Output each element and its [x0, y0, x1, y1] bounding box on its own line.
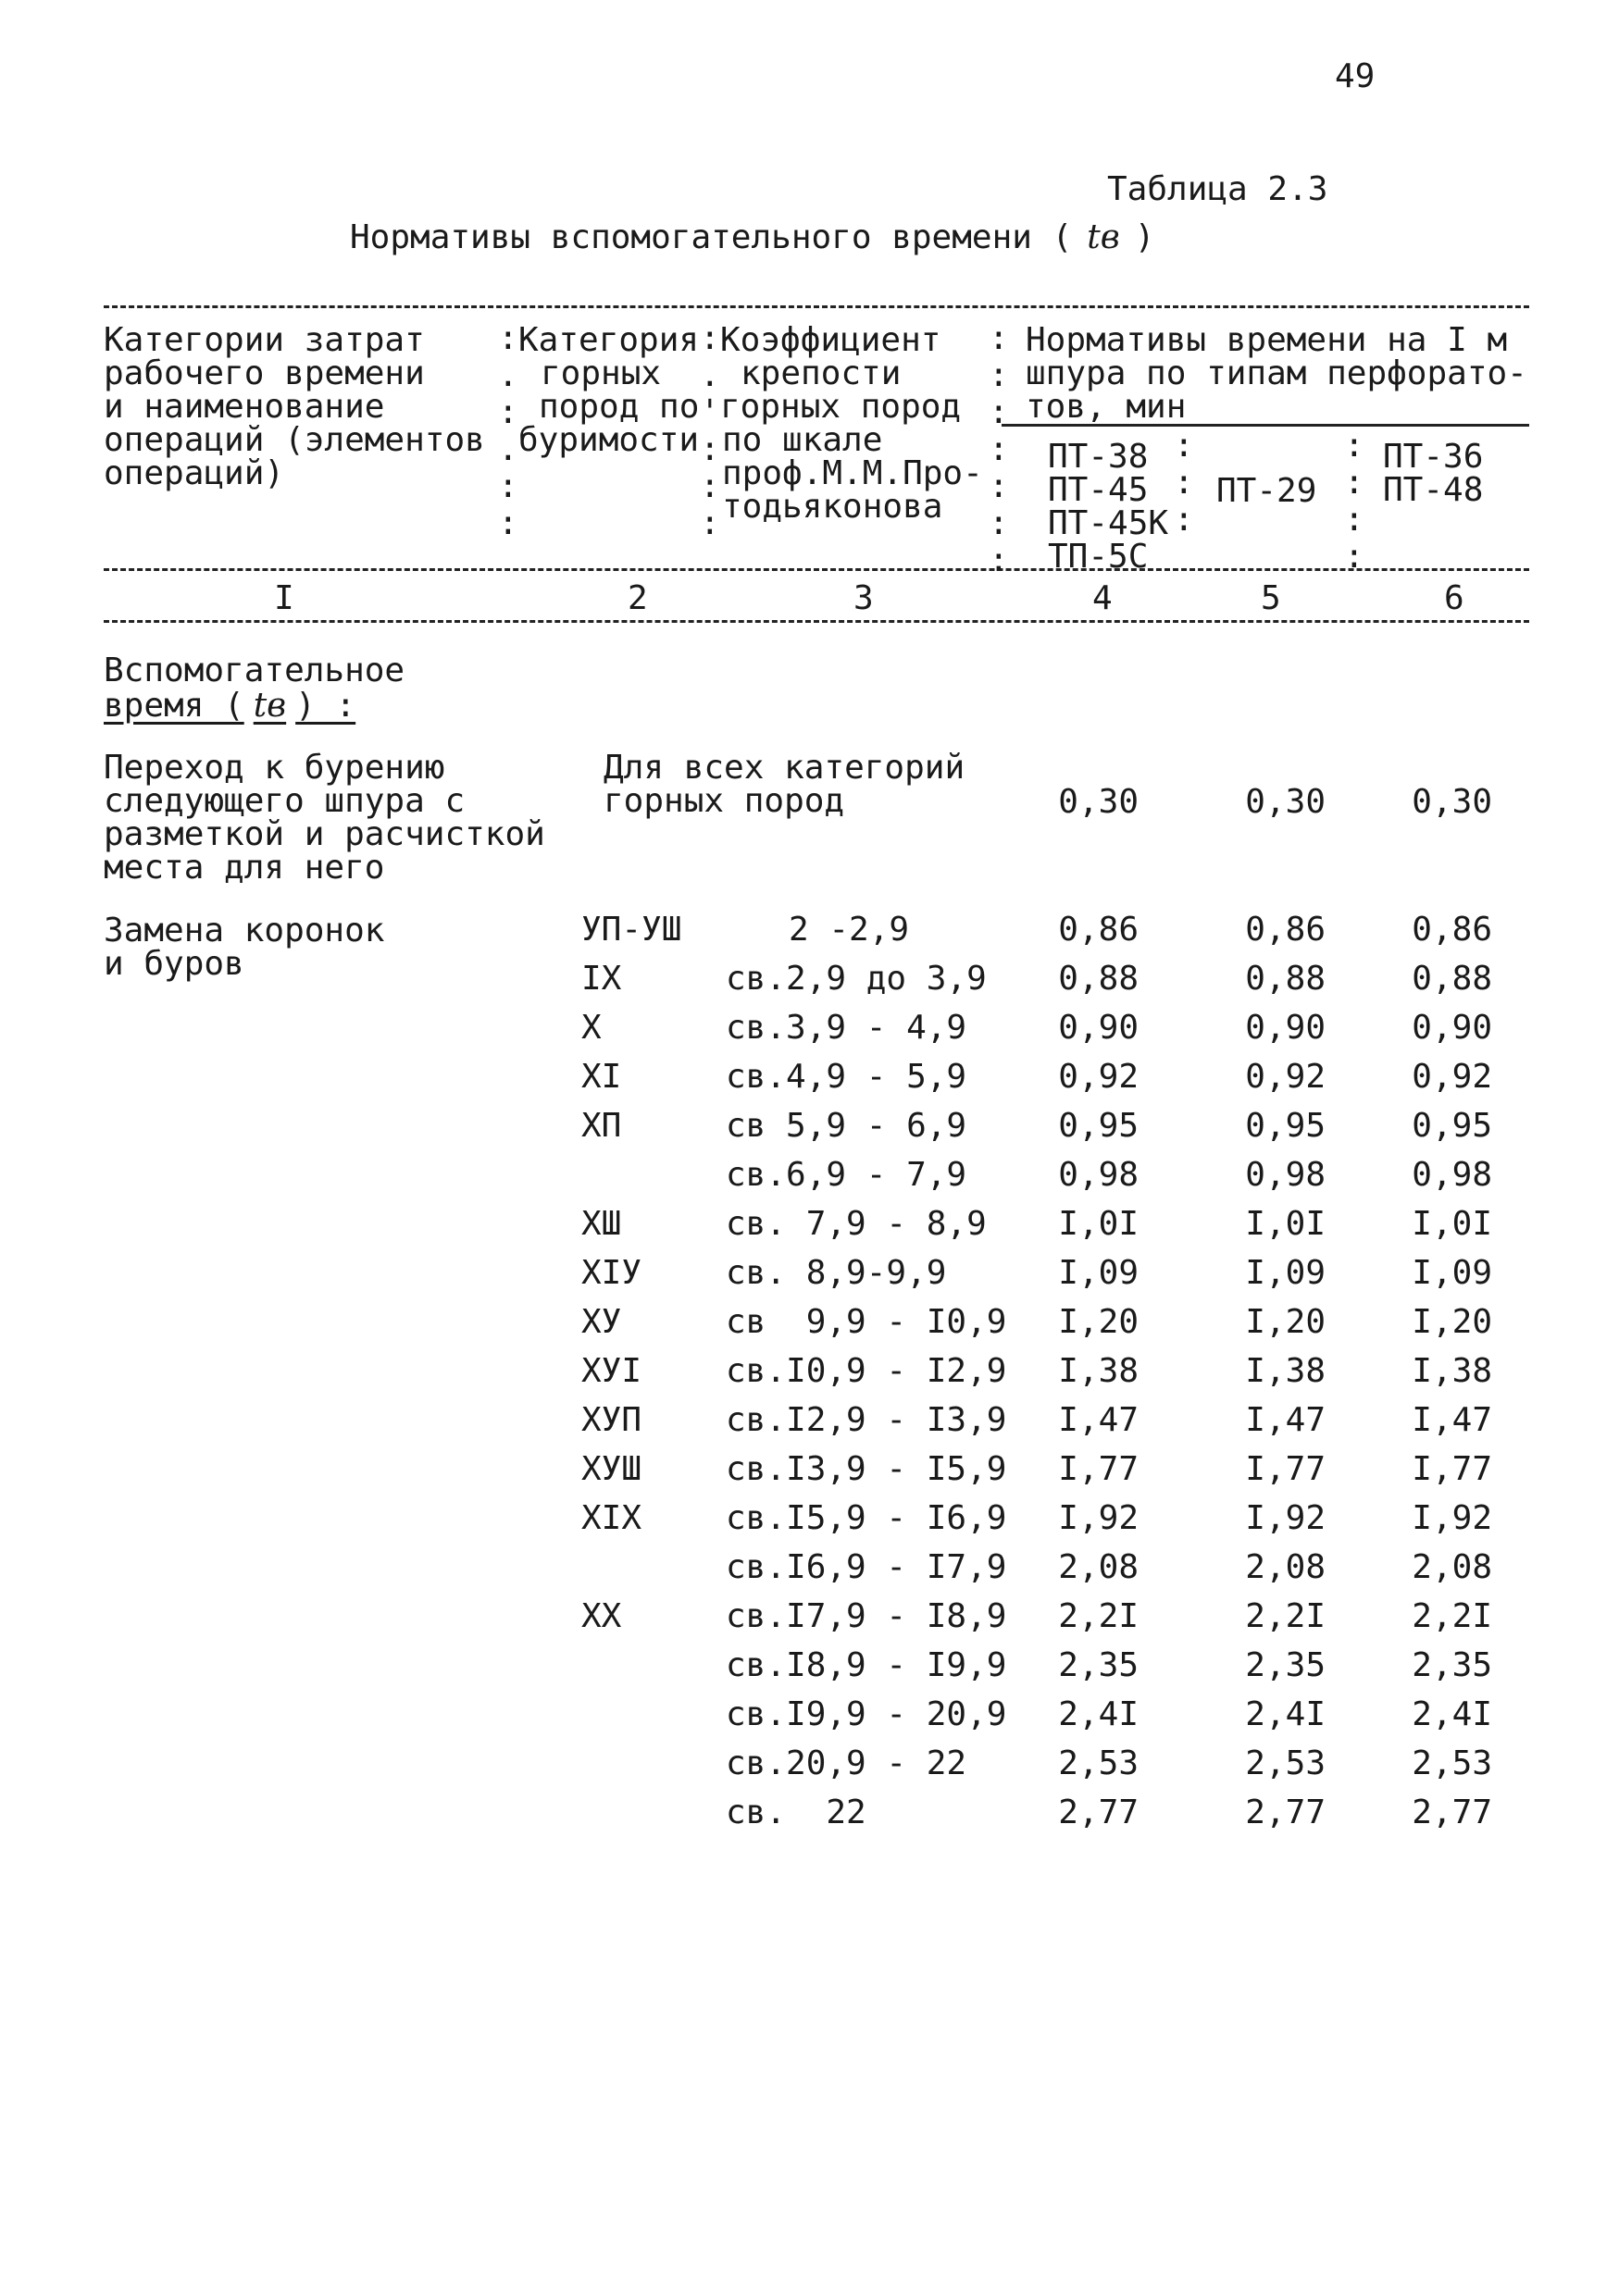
op1-name-line: места для него: [104, 849, 385, 887]
header-col3-line: тодьяконова: [722, 488, 943, 526]
table-title-close: ): [1134, 218, 1155, 256]
value-col6: I,0I: [1412, 1205, 1492, 1243]
value-col6: 0,88: [1412, 960, 1492, 998]
hardness-coefficient: св 9,9 - I0,9: [726, 1303, 1007, 1341]
value-col5: I,0I: [1245, 1205, 1326, 1243]
value-col4: I,38: [1058, 1352, 1139, 1390]
hardness-coefficient: св.I2,9 - I3,9: [726, 1401, 1007, 1439]
value-col5: 2,2I: [1245, 1597, 1326, 1635]
header-separators-2: : . ' : : :: [700, 319, 720, 542]
col-number: 3: [853, 579, 874, 617]
op1-category-line: Для всех категорий: [604, 749, 965, 787]
value-col6: 0,98: [1412, 1156, 1492, 1194]
value-col5: 2,77: [1245, 1793, 1326, 1831]
value-col4: 0,98: [1058, 1156, 1139, 1194]
header-col3-line: по шкале: [722, 421, 883, 459]
op1-category-line: горных пород: [604, 782, 845, 820]
rock-category: X: [581, 1009, 602, 1047]
header-col1-line: рабочего времени: [104, 354, 425, 392]
hardness-coefficient: св.4,9 - 5,9: [726, 1058, 967, 1096]
hardness-coefficient: св. 8,9-9,9: [726, 1254, 947, 1292]
header-separators-5: : : : :: [1344, 427, 1364, 576]
value-col6: 0,95: [1412, 1107, 1492, 1145]
header-col5: ПТ-29: [1216, 472, 1317, 510]
value-col5: 0,88: [1245, 960, 1326, 998]
op2-name: [104, 914, 384, 981]
numbers-bottom-rule: [104, 620, 1529, 623]
rock-category: IX: [581, 960, 622, 998]
value-col6: 2,53: [1412, 1744, 1492, 1782]
header-col4-line: ПТ-45: [1048, 471, 1149, 509]
header-col1-line: операций (элементов: [104, 421, 485, 459]
header-col4-line: ТП-5С: [1048, 538, 1149, 576]
header-group-line: Нормативы времени на I м: [1026, 321, 1508, 359]
rock-category: ХШ: [581, 1205, 622, 1243]
value-col6: 0,86: [1412, 911, 1492, 949]
value-col4: 0,92: [1058, 1058, 1139, 1096]
value-col4: 2,77: [1058, 1793, 1139, 1831]
rock-category: ХIУ: [581, 1254, 642, 1292]
value-col5: I,77: [1245, 1450, 1326, 1488]
value-col6: 2,35: [1412, 1646, 1492, 1684]
value-col4: 0,86: [1058, 911, 1139, 949]
header-separators: : . : . : :: [498, 319, 518, 542]
op1-value-col4: 0,30: [1058, 783, 1139, 821]
header-col6-line: ПТ-48: [1383, 471, 1484, 509]
op1-name: [104, 751, 545, 885]
value-col6: I,09: [1412, 1254, 1492, 1292]
op1-value-col6: 0,30: [1412, 783, 1492, 821]
header-col1: [104, 321, 485, 492]
hardness-coefficient: св.I6,9 - I7,9: [726, 1548, 1007, 1586]
value-col6: I,38: [1412, 1352, 1492, 1390]
op1-name-line: следующего шпура с: [104, 782, 466, 820]
header-col3-line: проф.М.М.Про-: [722, 454, 983, 492]
value-col6: I,20: [1412, 1303, 1492, 1341]
op1-value-col5: 0,30: [1245, 783, 1326, 821]
header-col3-line: Коэффициент: [720, 321, 941, 359]
value-col5: 0,98: [1245, 1156, 1326, 1194]
value-col4: 0,95: [1058, 1107, 1139, 1145]
value-col4: 0,88: [1058, 960, 1139, 998]
header-col3: [720, 321, 983, 526]
value-col5: 0,92: [1245, 1058, 1326, 1096]
value-col4: I,92: [1058, 1499, 1139, 1537]
section-title-line2: [104, 689, 405, 724]
col-number: 6: [1444, 579, 1464, 617]
col-number: 5: [1261, 579, 1281, 617]
value-col5: I,09: [1245, 1254, 1326, 1292]
hardness-coefficient: св.I5,9 - I6,9: [726, 1499, 1007, 1537]
section-title: [104, 653, 405, 724]
table-title-text: Нормативы вспомогательного времени (: [350, 218, 1073, 256]
value-col5: I,92: [1245, 1499, 1326, 1537]
value-col6: I,77: [1412, 1450, 1492, 1488]
header-top-rule: [104, 305, 1529, 308]
page-number: 49: [1335, 57, 1376, 95]
op1-name-line: Переход к бурению: [104, 749, 445, 787]
header-col2-line: буримости: [518, 421, 700, 459]
hardness-coefficient: св.2,9 до 3,9: [726, 960, 987, 998]
value-col4: 2,4I: [1058, 1695, 1139, 1733]
value-col6: 2,2I: [1412, 1597, 1492, 1635]
rock-category: ХУ: [581, 1303, 622, 1341]
header-col6-line: ПТ-36: [1383, 438, 1484, 476]
time-symbol: tв: [253, 687, 287, 725]
rock-category: ХУП: [581, 1401, 642, 1439]
header-col1-line: операций): [104, 454, 285, 492]
section-title-text: время (: [104, 687, 244, 725]
rock-category: XX: [581, 1597, 622, 1635]
header-separators-3: : : : : : : :: [989, 319, 1009, 579]
value-col5: 2,4I: [1245, 1695, 1326, 1733]
col-number: 2: [628, 579, 648, 617]
table-title: [350, 220, 1154, 255]
value-col6: I,47: [1412, 1401, 1492, 1439]
hardness-coefficient: 2 -2,9: [789, 911, 910, 949]
value-col4: 0,90: [1058, 1009, 1139, 1047]
header-group-line: тов, мин: [1026, 388, 1187, 426]
value-col6: I,92: [1412, 1499, 1492, 1537]
col-number: I: [274, 579, 294, 617]
value-col5: 2,35: [1245, 1646, 1326, 1684]
hardness-coefficient: св. 7,9 - 8,9: [726, 1205, 987, 1243]
value-col5: 0,90: [1245, 1009, 1326, 1047]
value-col5: I,47: [1245, 1401, 1326, 1439]
header-col3-line: крепости: [741, 354, 902, 392]
header-col4-line: ПТ-45К: [1048, 504, 1169, 542]
value-col5: I,20: [1245, 1303, 1326, 1341]
header-col2-line: пород по: [539, 388, 700, 426]
header-col1-line: Категории затрат: [104, 321, 425, 359]
header-col3-line: горных пород: [720, 388, 962, 426]
value-col4: 2,53: [1058, 1744, 1139, 1782]
rock-category: ХУШ: [581, 1450, 642, 1488]
value-col6: 2,4I: [1412, 1695, 1492, 1733]
value-col4: I,0I: [1058, 1205, 1139, 1243]
hardness-coefficient: св.3,9 - 4,9: [726, 1009, 967, 1047]
header-col1-line: и наименование: [104, 388, 385, 426]
value-col6: 2,08: [1412, 1548, 1492, 1586]
rock-category: XI: [581, 1058, 622, 1096]
col-number: 4: [1092, 579, 1113, 617]
header-separators-4: : : :: [1174, 427, 1194, 539]
hardness-coefficient: св.6,9 - 7,9: [726, 1156, 967, 1194]
hardness-coefficient: св.20,9 - 22: [726, 1744, 967, 1782]
value-col4: 2,35: [1058, 1646, 1139, 1684]
value-col4: I,77: [1058, 1450, 1139, 1488]
value-col4: 2,2I: [1058, 1597, 1139, 1635]
value-col4: I,47: [1058, 1401, 1139, 1439]
op2-name-line: Замена коронок: [104, 912, 385, 949]
value-col5: I,38: [1245, 1352, 1326, 1390]
value-col5: 0,95: [1245, 1107, 1326, 1145]
time-symbol: tв: [1087, 218, 1120, 256]
value-col4: I,09: [1058, 1254, 1139, 1292]
value-col6: 0,92: [1412, 1058, 1492, 1096]
rock-category: ХУI: [581, 1352, 642, 1390]
header-col2: [518, 321, 700, 459]
hardness-coefficient: св.I3,9 - I5,9: [726, 1450, 1007, 1488]
header-col4: [1048, 438, 1169, 576]
op1-name-line: разметкой и расчисткой: [104, 815, 545, 853]
value-col6: 2,77: [1412, 1793, 1492, 1831]
table-label: Таблица 2.3: [1107, 170, 1328, 208]
rock-category: УП-УШ: [581, 911, 682, 949]
hardness-coefficient: св.I8,9 - I9,9: [726, 1646, 1007, 1684]
header-group-line: шпура по типам перфорато-: [1026, 354, 1527, 392]
rock-category: ХП: [581, 1107, 622, 1145]
op1-category: [604, 751, 965, 818]
hardness-coefficient: св 5,9 - 6,9: [726, 1107, 967, 1145]
hardness-coefficient: св. 22: [726, 1793, 866, 1831]
op2-name-line: и буров: [104, 945, 244, 983]
hardness-coefficient: св.I7,9 - I8,9: [726, 1597, 1007, 1635]
header-bottom-rule: [104, 568, 1529, 571]
value-col6: 0,90: [1412, 1009, 1492, 1047]
value-col4: 2,08: [1058, 1548, 1139, 1586]
header-col4-line: ПТ-38: [1048, 438, 1149, 476]
header-col2-line: горных: [541, 354, 662, 392]
hardness-coefficient: св.I0,9 - I2,9: [726, 1352, 1007, 1390]
value-col5: 2,08: [1245, 1548, 1326, 1586]
value-col5: 2,53: [1245, 1744, 1326, 1782]
hardness-coefficient: св.I9,9 - 20,9: [726, 1695, 1007, 1733]
rock-category: XIX: [581, 1499, 642, 1537]
header-col6: [1383, 438, 1484, 509]
header-group: [1026, 321, 1527, 426]
section-title-end: ) :: [295, 687, 356, 725]
header-col2-line: Категория: [518, 321, 700, 359]
value-col5: 0,86: [1245, 911, 1326, 949]
section-title-line1: Вспомогательное: [104, 652, 405, 689]
value-col4: I,20: [1058, 1303, 1139, 1341]
